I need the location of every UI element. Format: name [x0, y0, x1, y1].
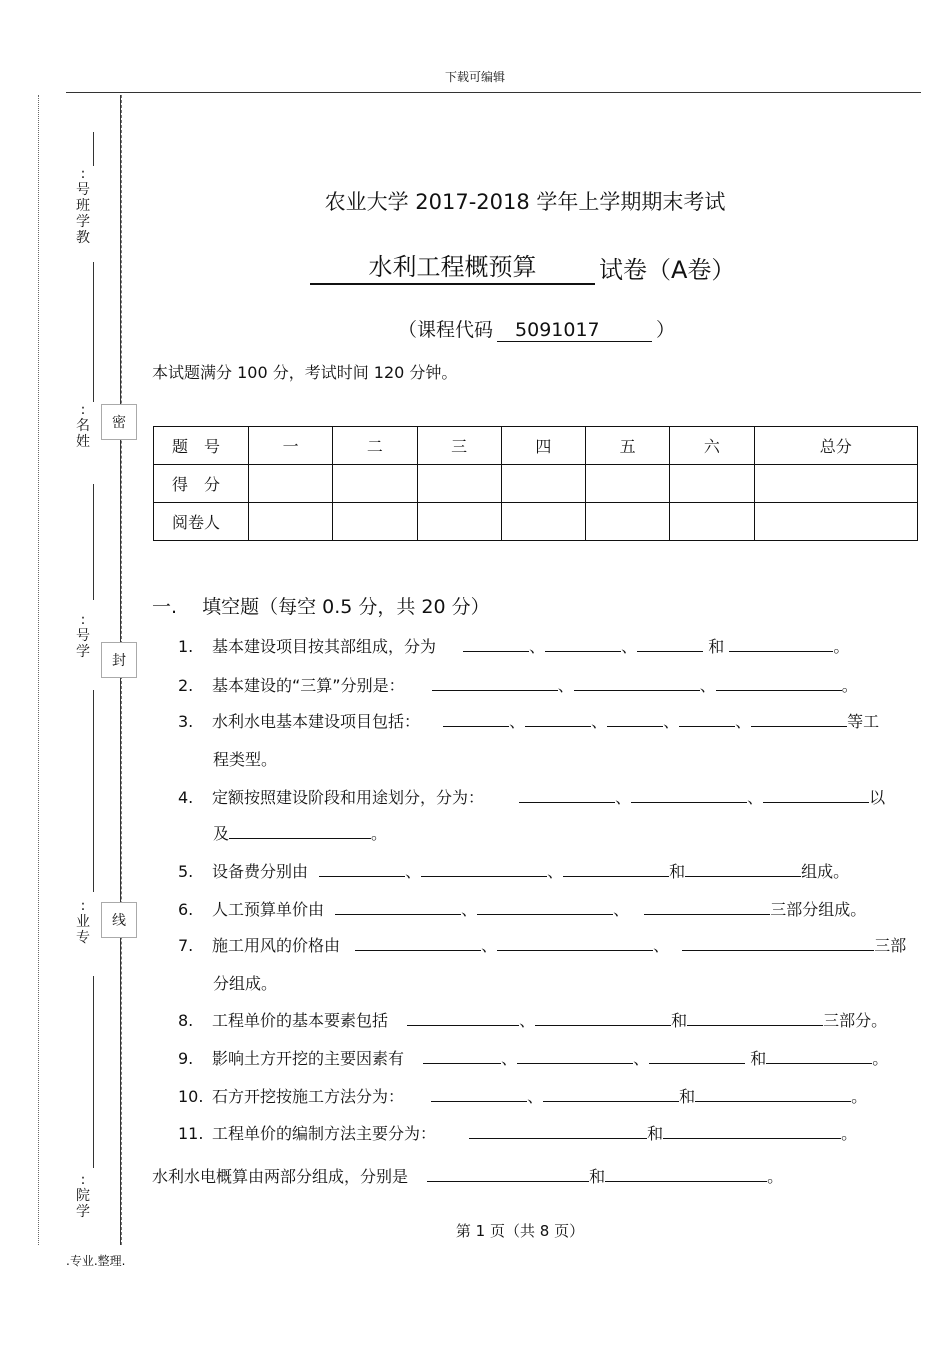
question-text: 水利水电概算由两部分组成，分别是 — [152, 1167, 409, 1186]
exam-title: 农业大学 2017-2018 学年上学期期末考试 — [324, 190, 726, 214]
answer-blank[interactable] — [649, 1049, 745, 1064]
answer-blank[interactable] — [695, 1087, 851, 1102]
table-cell: 六 — [670, 427, 754, 465]
binding-label-college: : 院学 — [76, 1172, 90, 1220]
header-rule — [66, 92, 921, 93]
separator: 和 — [750, 1049, 767, 1068]
footer-watermark: .专业.整理. — [66, 1254, 126, 1268]
answer-blank[interactable] — [477, 900, 613, 915]
question-text: 组成。 — [801, 862, 850, 881]
separator: 。 — [841, 1124, 858, 1143]
question-number: 5. — [178, 862, 194, 881]
answer-blank[interactable] — [574, 676, 700, 691]
separator: 、 — [557, 676, 574, 695]
answer-blank[interactable] — [335, 900, 461, 915]
table-cell — [333, 503, 417, 541]
separator: 。 — [833, 637, 850, 656]
separator: 。 — [371, 824, 388, 843]
question-6 — [178, 900, 866, 920]
exam-instructions: 本试题满分 100 分，考试时间 120 分钟。 — [152, 363, 458, 382]
separator: 、 — [663, 712, 680, 731]
answer-blank[interactable] — [423, 1049, 501, 1064]
question-1 — [178, 637, 849, 657]
answer-blank[interactable] — [463, 637, 529, 652]
answer-blank[interactable] — [682, 936, 874, 951]
binding-label-student-no: : 号学 — [76, 612, 90, 660]
table-cell: 一 — [249, 427, 333, 465]
question-text: 基本建设的“三算”分别是： — [212, 676, 405, 695]
table-cell — [417, 465, 501, 503]
answer-blank[interactable] — [525, 712, 591, 727]
question-text: 设备费分别由 — [212, 862, 309, 881]
separator: 、 — [621, 637, 638, 656]
separator: 、 — [699, 676, 716, 695]
separator: 、 — [613, 900, 630, 919]
question-text: 等工 — [847, 712, 880, 731]
question-4-continuation — [213, 824, 387, 844]
answer-blank[interactable] — [716, 676, 842, 691]
answer-blank[interactable] — [355, 936, 481, 951]
table-cell: 题 号 — [154, 427, 249, 465]
page-number: 第 1 页（共 8 页） — [455, 1222, 585, 1240]
answer-blank[interactable] — [637, 637, 703, 652]
question-8 — [178, 1011, 887, 1031]
binding-dotted-line — [38, 95, 39, 1245]
table-cell: 二 — [333, 427, 417, 465]
course-code-line — [398, 315, 675, 342]
question-text: 以 — [869, 788, 886, 807]
table-cell — [670, 503, 754, 541]
separator: 和 — [647, 1124, 664, 1143]
question-text: 三部 — [874, 936, 907, 955]
question-9 — [178, 1049, 888, 1069]
question-text: 及 — [213, 824, 230, 843]
separator: 、 — [405, 862, 422, 881]
question-7 — [178, 936, 906, 956]
answer-blank[interactable] — [763, 788, 869, 803]
answer-blank[interactable] — [766, 1049, 872, 1064]
answer-blank[interactable] — [469, 1124, 647, 1139]
separator: 、 — [527, 1087, 544, 1106]
answer-blank[interactable] — [427, 1167, 589, 1182]
answer-blank[interactable] — [729, 637, 833, 652]
question-number: 7. — [178, 936, 194, 955]
question-text: 基本建设项目按其部组成，分为 — [212, 637, 437, 656]
separator: 、 — [615, 788, 632, 807]
answer-blank[interactable] — [229, 824, 371, 839]
question-text: 定额按照建设阶段和用途划分，分为： — [212, 788, 485, 807]
code-suffix: ） — [656, 319, 676, 341]
table-cell: 四 — [501, 427, 585, 465]
question-3-continuation: 程类型。 — [213, 750, 278, 769]
question-12 — [152, 1167, 783, 1187]
paper-title — [310, 247, 735, 285]
question-number: 3. — [178, 712, 194, 731]
question-11 — [178, 1124, 857, 1144]
separator: 、 — [519, 1011, 536, 1030]
question-text: 人工预算单价由 — [212, 900, 325, 919]
answer-blank[interactable] — [663, 1124, 841, 1139]
course-code: 5091017 — [497, 319, 652, 342]
question-7-continuation: 分组成。 — [213, 974, 278, 993]
table-cell — [501, 503, 585, 541]
separator: 、 — [529, 637, 546, 656]
answer-blank[interactable] — [421, 862, 547, 877]
question-number: 9. — [178, 1049, 194, 1068]
question-text: 工程单价的基本要素包括 — [212, 1011, 389, 1030]
answer-blank[interactable] — [407, 1011, 519, 1026]
question-number: 6. — [178, 900, 194, 919]
table-cell — [754, 503, 918, 541]
answer-blank[interactable] — [631, 788, 747, 803]
separator: 和 — [589, 1167, 606, 1186]
binding-line — [93, 976, 94, 1168]
separator: 、 — [735, 712, 752, 731]
binding-line — [93, 132, 94, 166]
answer-blank[interactable] — [497, 936, 653, 951]
question-text: 工程单价的编制方法主要分为： — [212, 1124, 437, 1143]
question-text: 水利水电基本建设项目包括： — [212, 712, 421, 731]
answer-blank[interactable] — [431, 1087, 527, 1102]
separator: 、 — [591, 712, 608, 731]
binding-line — [93, 484, 94, 600]
question-number: 1. — [178, 637, 194, 656]
binding-label-major: : 业专 — [76, 898, 90, 946]
separator: 。 — [872, 1049, 889, 1068]
answer-blank[interactable] — [545, 637, 621, 652]
separator: 。 — [851, 1087, 868, 1106]
table-cell — [586, 503, 670, 541]
score-table-header — [154, 427, 918, 465]
question-number: 4. — [178, 788, 194, 807]
question-text: 三部分。 — [823, 1011, 888, 1030]
answer-blank[interactable] — [319, 862, 405, 877]
table-cell — [586, 465, 670, 503]
seal-xian: 线 — [101, 902, 137, 938]
table-cell — [249, 503, 333, 541]
answer-blank[interactable] — [685, 862, 801, 877]
separator: 和 — [669, 862, 686, 881]
table-row — [154, 503, 918, 541]
answer-blank[interactable] — [687, 1011, 823, 1026]
separator: 和 — [679, 1087, 696, 1106]
question-text: 石方开挖按施工方法分为： — [212, 1087, 405, 1106]
question-number: 10. — [178, 1087, 204, 1106]
table-cell — [333, 465, 417, 503]
table-cell — [417, 503, 501, 541]
table-cell: 得 分 — [154, 465, 249, 503]
separator: 和 — [708, 637, 725, 656]
question-number: 2. — [178, 676, 194, 695]
table-cell: 五 — [586, 427, 670, 465]
answer-blank[interactable] — [607, 712, 663, 727]
question-4 — [178, 788, 885, 808]
score-table — [153, 426, 918, 541]
question-text: 影响土方开挖的主要因素有 — [212, 1049, 405, 1068]
separator: 和 — [671, 1011, 688, 1030]
separator: 、 — [547, 862, 564, 881]
question-text: 三部分组成。 — [770, 900, 867, 919]
binding-label-name: : 名姓 — [76, 402, 90, 450]
separator: 。 — [767, 1167, 784, 1186]
answer-blank[interactable] — [543, 1087, 679, 1102]
separator: 、 — [653, 936, 670, 955]
question-3 — [178, 712, 879, 732]
answer-blank[interactable] — [751, 712, 847, 727]
paper-suffix: 试卷（A卷） — [599, 256, 736, 284]
answer-blank[interactable] — [605, 1167, 767, 1182]
answer-blank[interactable] — [432, 676, 558, 691]
question-10 — [178, 1087, 867, 1107]
separator: 、 — [461, 900, 478, 919]
binding-label-class-no: : 号班学教 — [76, 166, 90, 246]
table-cell: 总分 — [754, 427, 918, 465]
answer-blank[interactable] — [517, 1049, 633, 1064]
answer-blank[interactable] — [644, 900, 770, 915]
question-5 — [178, 862, 849, 882]
separator: 。 — [841, 676, 858, 695]
binding-line — [93, 690, 94, 892]
question-number: 11. — [178, 1124, 204, 1143]
separator: 、 — [633, 1049, 650, 1068]
question-number: 8. — [178, 1011, 194, 1030]
course-name: 水利工程概预算 — [310, 247, 595, 285]
answer-blank[interactable] — [679, 712, 735, 727]
separator: 、 — [501, 1049, 518, 1068]
table-cell: 阅卷人 — [154, 503, 249, 541]
separator: 、 — [509, 712, 526, 731]
binding-line — [93, 262, 94, 402]
code-prefix: （课程代码 — [398, 319, 494, 341]
seal-mi: 密 — [101, 404, 137, 440]
question-2 — [178, 676, 858, 696]
seal-feng: 封 — [101, 642, 137, 678]
separator: 、 — [481, 936, 498, 955]
section-heading: 一. 填空题（每空 0.5 分，共 20 分） — [152, 596, 490, 618]
table-row — [154, 465, 918, 503]
separator: 、 — [747, 788, 764, 807]
table-cell: 三 — [417, 427, 501, 465]
table-cell — [501, 465, 585, 503]
answer-blank[interactable] — [563, 862, 669, 877]
answer-blank[interactable] — [443, 712, 509, 727]
answer-blank[interactable] — [535, 1011, 671, 1026]
table-cell — [249, 465, 333, 503]
table-cell — [754, 465, 918, 503]
page-header: 下载可编辑 — [444, 70, 505, 84]
table-cell — [670, 465, 754, 503]
question-text: 施工用风的价格由 — [212, 936, 341, 955]
answer-blank[interactable] — [519, 788, 615, 803]
